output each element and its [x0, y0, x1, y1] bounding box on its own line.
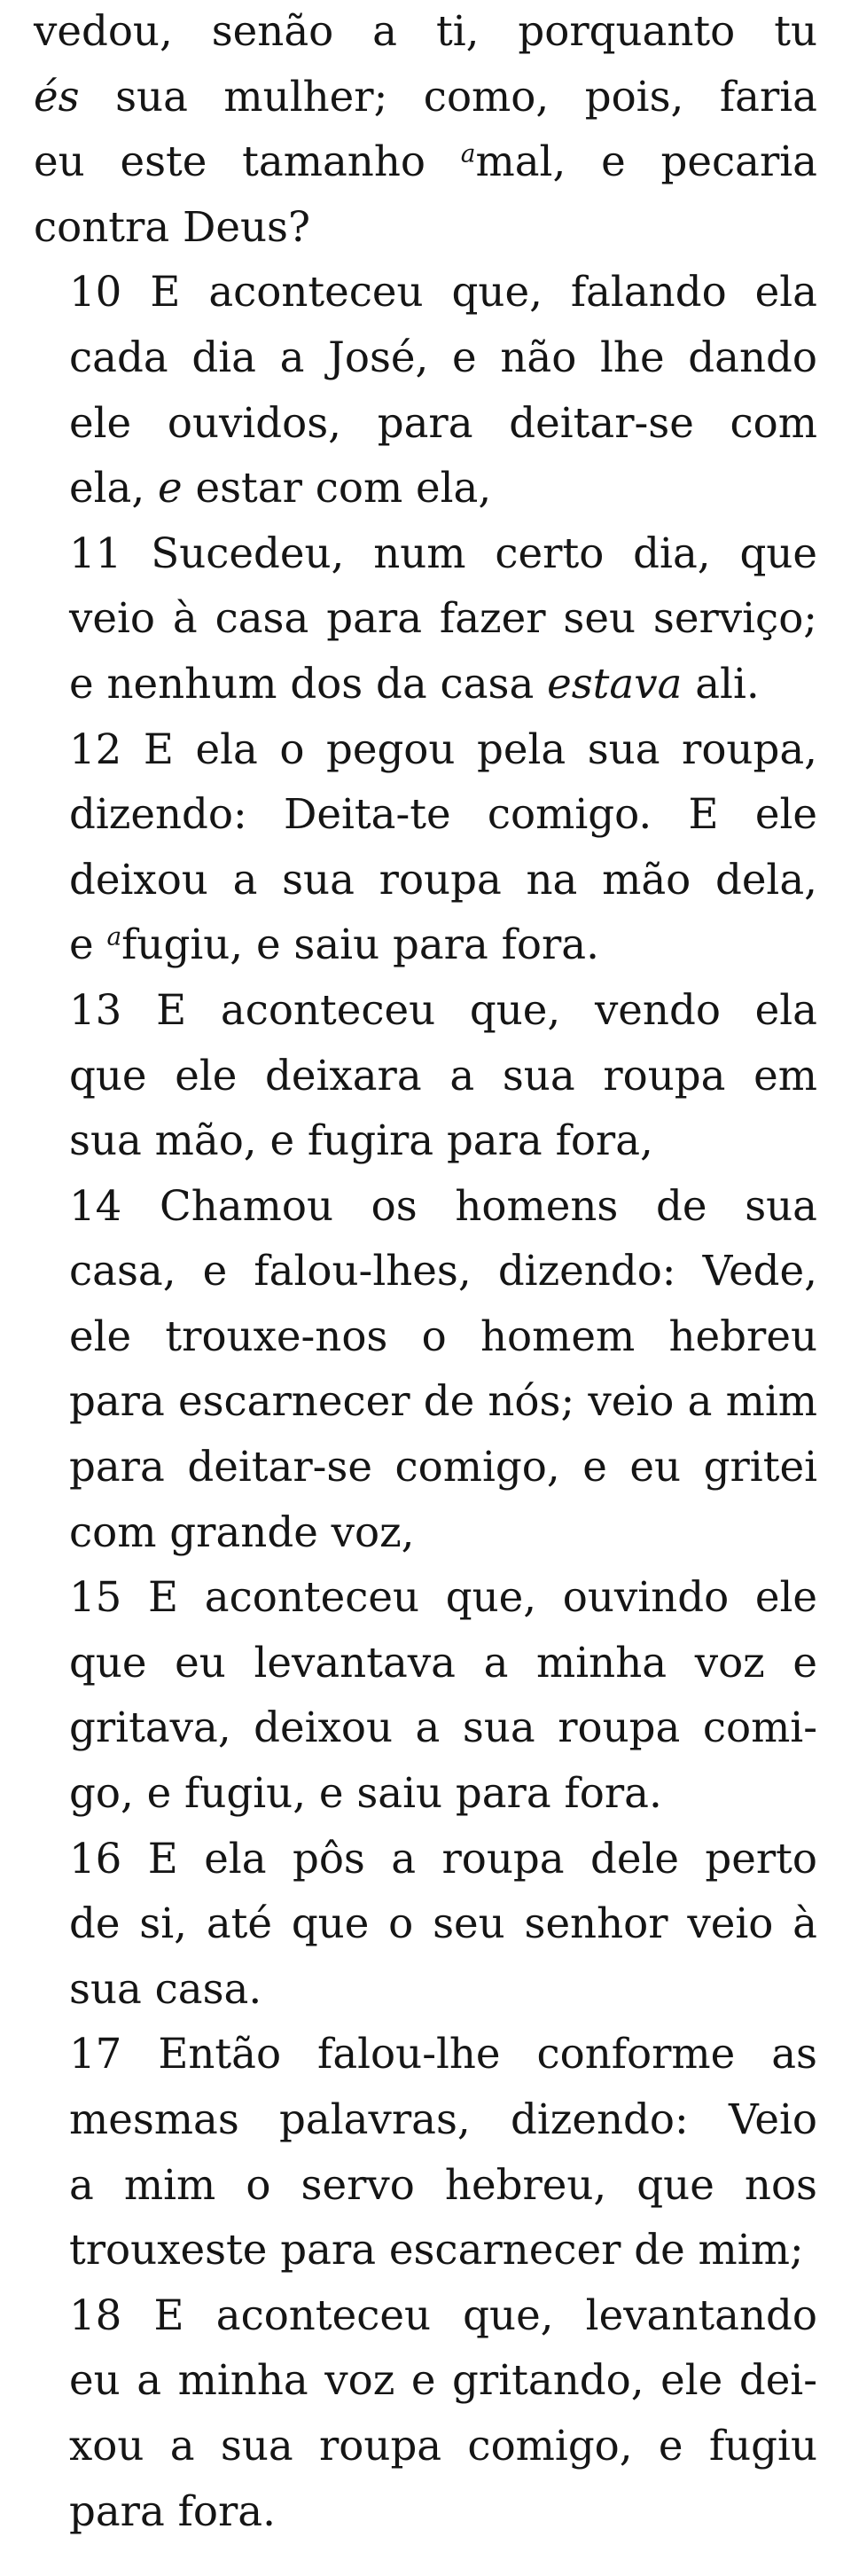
footnote-marker: a [106, 921, 122, 951]
text-line [34, 2480, 817, 2546]
text-line [34, 1696, 817, 1762]
text-line [34, 587, 817, 653]
text-run: mal, e pecaria [475, 138, 817, 187]
text-run: para fora. [69, 2487, 276, 2536]
text-run: 11 Sucedeu, num certo dia, que [69, 529, 817, 578]
italic-text: és [34, 73, 80, 121]
text-run: go, e fugiu, e saiu para fora. [69, 1770, 662, 1819]
text-line [34, 130, 817, 196]
text-line [34, 979, 817, 1045]
text-run: veio à casa para fazer seu serviço; [69, 595, 817, 644]
text-run: 16 E ela pôs a roupa dele perto [69, 1835, 817, 1883]
text-line [34, 2088, 817, 2154]
text-line [34, 1370, 817, 1436]
text-line [34, 1566, 817, 1632]
italic-text: e [158, 465, 183, 513]
text-run: mesmas palavras, dizendo: Veio [69, 2096, 817, 2144]
text-run: a mim o servo hebreu, que nos [69, 2161, 817, 2210]
text-line [34, 457, 817, 522]
text-line [34, 1175, 817, 1241]
text-line [34, 718, 817, 784]
text-line [34, 913, 817, 979]
text-run: que eu levantava a minha voz e [69, 1639, 817, 1687]
verse-10 [34, 261, 817, 521]
text-line [34, 1762, 817, 1828]
text-line [34, 196, 817, 262]
text-run: ela, [69, 465, 159, 513]
text-run: que ele deixara a sua roupa em [69, 1052, 817, 1100]
text-line [34, 1828, 817, 1893]
verse-14 [34, 1175, 817, 1567]
text-line [34, 392, 817, 458]
text-run: para escarnecer de nós; veio a mim [69, 1378, 817, 1427]
text-line [34, 1109, 817, 1175]
text-run: 18 E aconteceu que, levantando [69, 2291, 817, 2340]
text-run: eu a minha voz e gritando, ele dei- [69, 2357, 817, 2406]
text-line [34, 326, 817, 392]
text-line [34, 2284, 817, 2350]
text-line [34, 1892, 817, 1958]
text-run: sua casa. [69, 1965, 262, 2014]
text-run: contra Deus? [34, 203, 310, 252]
text-line [34, 1240, 817, 1305]
text-run: cada dia a José, e não lhe dando [69, 333, 817, 382]
text-line [34, 1632, 817, 1697]
text-line [34, 2349, 817, 2415]
verse-12 [34, 718, 817, 979]
text-run: 10 E aconteceu que, falando ela [69, 269, 817, 317]
verse-11 [34, 522, 817, 718]
text-run: trouxeste para escarnecer de mim; [69, 2227, 804, 2275]
text-run: 12 E ela o pegou pela sua roupa, [69, 725, 817, 774]
text-run: gritava, deixou a sua roupa comi- [69, 1704, 817, 1753]
text-line [34, 2023, 817, 2088]
text-run: e nenhum dos da casa [69, 660, 548, 709]
text-line [34, 261, 817, 326]
text-run: de si, até que o seu senhor veio à [69, 1900, 817, 1949]
text-line [34, 2219, 817, 2284]
text-run: 15 E aconteceu que, ouvindo ele [69, 1574, 817, 1623]
text-line [34, 849, 817, 914]
text-run: fugiu, e saiu para fora. [121, 921, 599, 970]
text-run: estar com ela, [182, 465, 492, 513]
text-line [34, 2415, 817, 2480]
text-line [34, 783, 817, 849]
text-run: 17 Então falou-lhe conforme as [69, 2031, 817, 2079]
text-run: ele trouxe-nos o homem hebreu [69, 1312, 817, 1361]
text-line [34, 522, 817, 588]
verse-13 [34, 979, 817, 1175]
verse-17 [34, 2023, 817, 2283]
text-run: e [69, 921, 107, 970]
text-line [34, 2154, 817, 2220]
verse-continuation [34, 0, 817, 261]
text-line [34, 0, 817, 66]
text-line [34, 1501, 817, 1567]
text-run: vedou, senão a ti, porquanto tu [34, 8, 817, 56]
verse-18 [34, 2284, 817, 2545]
text-run: casa, e falou-lhes, dizendo: Vede, [69, 1248, 817, 1296]
text-run: com grande voz, [69, 1508, 415, 1557]
text-run: 14 Chamou os homens de sua [69, 1182, 817, 1231]
text-run: ali. [682, 660, 760, 709]
text-run: eu este tamanho [34, 138, 461, 187]
text-run: xou a sua roupa comigo, e fugiu [69, 2422, 817, 2470]
text-run: dizendo: Deita-te comigo. E ele [69, 791, 817, 840]
text-run: para deitar-se comigo, e eu gritei [69, 1444, 817, 1492]
italic-text: estava [547, 660, 683, 709]
text-run: deixou a sua roupa na mão dela, [69, 856, 817, 904]
text-line [34, 1305, 817, 1371]
text-run: 13 E aconteceu que, vendo ela [69, 986, 817, 1035]
text-line [34, 1436, 817, 1501]
text-line [34, 1958, 817, 2024]
verse-16 [34, 1828, 817, 2024]
text-run: ele ouvidos, para deitar-se com [69, 399, 817, 448]
text-line [34, 66, 817, 131]
text-line [34, 1045, 817, 1110]
text-line [34, 653, 817, 718]
text-run: sua mulher; como, pois, faria [79, 73, 817, 121]
text-run: sua mão, e fugira para fora, [69, 1117, 653, 1166]
footnote-marker: a [460, 138, 476, 168]
verse-15 [34, 1566, 817, 1827]
